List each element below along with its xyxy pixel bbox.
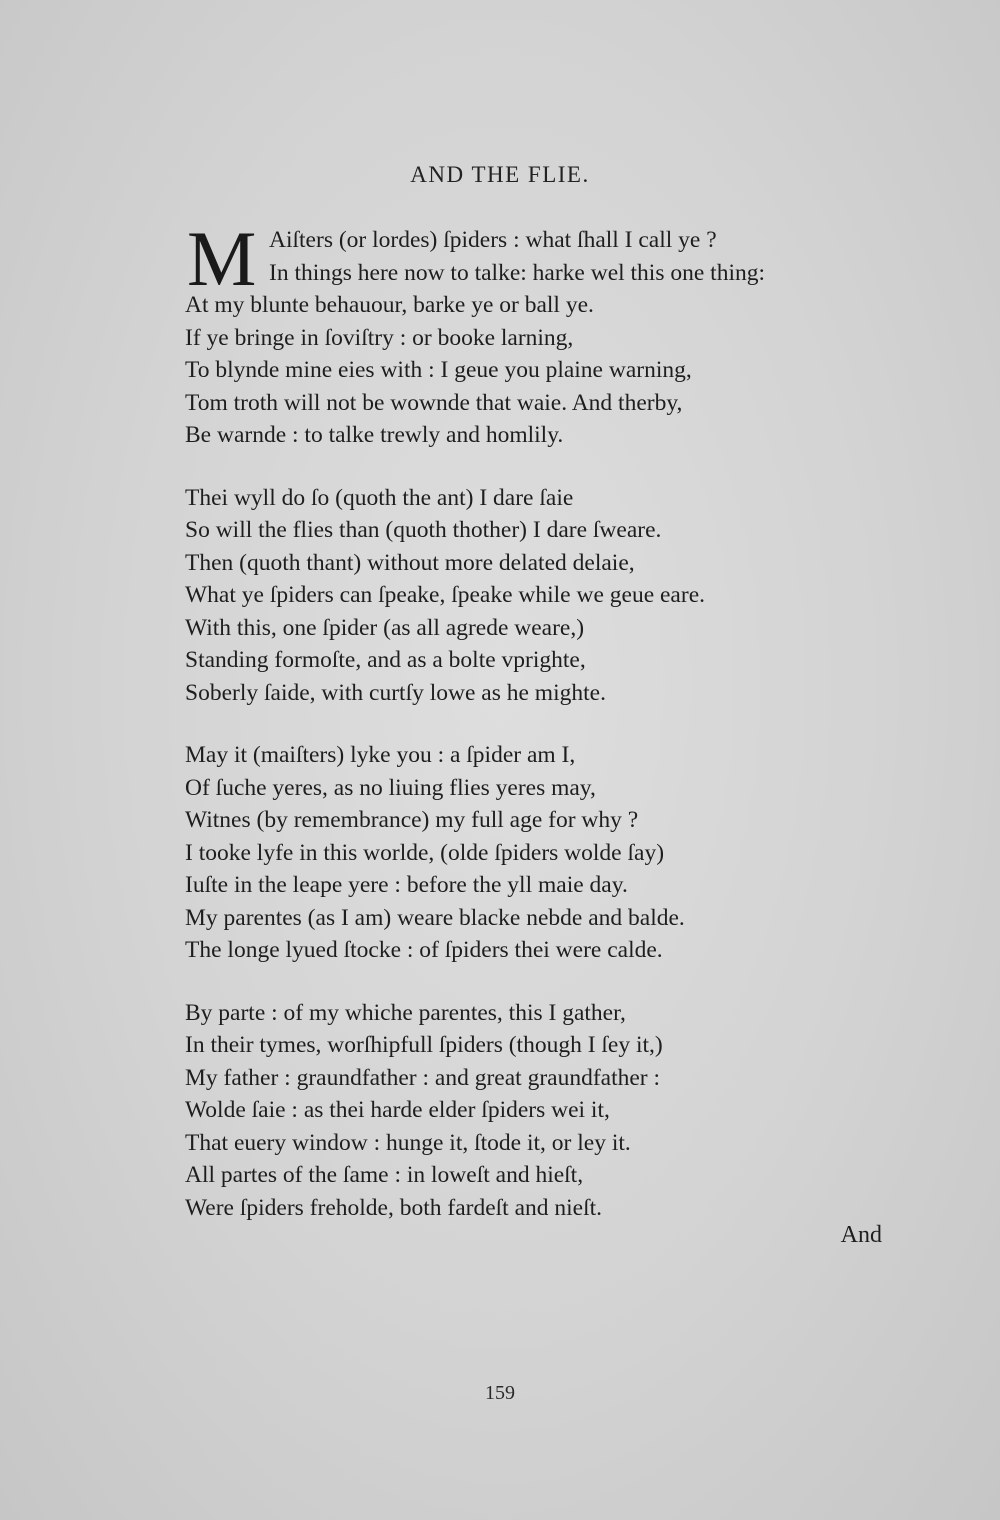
poem-line: So will the flies than (quoth thother) I dare ſweare.: [185, 517, 662, 543]
poem-line: Then (quoth thant) without more delated delaie,: [185, 549, 635, 576]
poem-line: At my blunte behauour, barke ye or ball ye.: [185, 292, 594, 318]
poem-line: In things here now to talke: harke wel this one thing:: [269, 259, 766, 286]
poem-line: Aiſters (or lordes) ſpiders : what ſhall I call ye ?: [269, 227, 717, 253]
poem-line: Were ſpiders freholde, both fardeſt and nieſt.: [185, 1194, 603, 1221]
stanza-1: [185, 215, 905, 452]
poem-line: Witnes (by remembrance) my full age for why ?: [185, 807, 639, 833]
poem-line: Iuſte in the leape yere : before the yll maie day.: [185, 872, 628, 898]
poem-line: To blynde mine eies with : I geue you plaine warning,: [185, 357, 692, 383]
poem-body: [185, 215, 905, 1254]
poem-line: Wolde ſaie : as thei harde elder ſpiders wei it,: [185, 1097, 610, 1123]
poem-line: That euery window : hunge it, ſtode it, or ley it.: [185, 1129, 631, 1156]
poem-line: Soberly ſaide, with curtſy lowe as he mighte.: [185, 679, 606, 706]
poem-line: All partes of the ſame : in loweſt and hieſt,: [185, 1162, 584, 1188]
stanza-3: [185, 739, 905, 967]
poem-line: Be warnde : to talke trewly and homlily.: [185, 422, 564, 448]
drop-cap: M: [187, 215, 257, 302]
poem-line: I tooke lyfe in this worlde, (olde ſpiders wolde ſay): [185, 839, 665, 866]
poem-line: Tom troth will not be wownde that waie. And therby,: [185, 389, 683, 416]
poem-line: Thei wyll do ſo (quoth the ant) I dare ſaie: [185, 484, 574, 511]
poem-line: In their tymes, worſhipfull ſpiders (though I ſey it,): [185, 1032, 663, 1058]
poem-line: Standing formoſte, and as a bolte vprighte,: [185, 647, 586, 673]
poem-line: If ye bringe in ſoviſtry : or booke larning,: [185, 324, 574, 351]
poem-line: The longe lyued ſtocke : of ſpiders thei were calde.: [185, 937, 663, 963]
poem-line: With this, one ſpider (as all agrede weare,): [185, 614, 585, 641]
stanza-2: [185, 482, 905, 710]
page-number: 159: [485, 1382, 515, 1404]
poem-line: My parentes (as I am) weare blacke nebde and balde.: [185, 904, 685, 931]
poem-line: By parte : of my whiche parentes, this I gather,: [185, 999, 626, 1026]
poem-line: Of ſuche yeres, as no liuing flies yeres may,: [185, 774, 596, 801]
poem-line: What ye ſpiders can ſpeake, ſpeake while we geue eare.: [185, 582, 705, 608]
poem-line: My father : graundfather : and great graundfather :: [185, 1064, 661, 1091]
poem-line: May it (maiſters) lyke you : a ſpider am I,: [185, 742, 576, 768]
catchword: And: [840, 1222, 882, 1248]
stanza-4: [185, 997, 905, 1225]
running-title: AND THE FLIE.: [410, 162, 590, 187]
